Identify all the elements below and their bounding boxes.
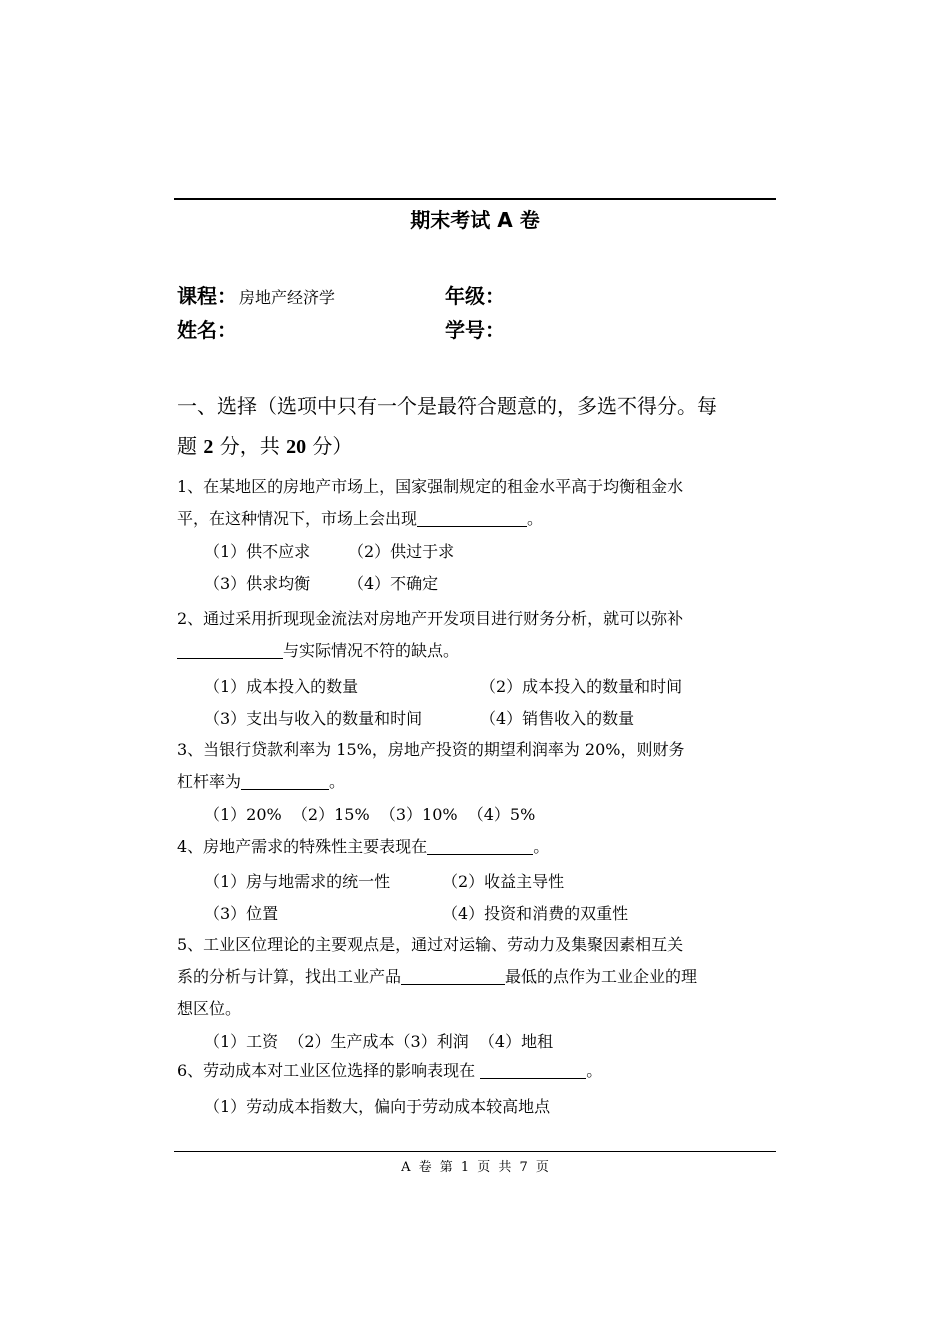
question-6 xyxy=(177,1055,777,1087)
option: （2）收益主导性 xyxy=(442,872,565,891)
answer-blank[interactable] xyxy=(417,510,527,527)
question-text-part: 。 xyxy=(527,509,544,528)
footer-rule xyxy=(174,1151,776,1152)
heading-text: 分，共 xyxy=(213,434,287,458)
answer-blank[interactable] xyxy=(241,773,329,790)
question-text xyxy=(177,961,777,993)
options-row: （1）工资 （2）生产成本（3）利润 （4）地租 xyxy=(204,1032,554,1051)
question-5 xyxy=(177,929,777,1025)
option: （3）位置 xyxy=(204,904,279,923)
option: （1）供不应求 xyxy=(204,542,311,561)
option: （4）不确定 xyxy=(348,574,439,593)
heading-text: 分） xyxy=(306,434,353,458)
question-text xyxy=(177,503,777,535)
course-label: 课程： xyxy=(177,284,237,308)
course-value: 房地产经济学 xyxy=(239,288,336,307)
option: （2）供过于求 xyxy=(348,542,455,561)
question-text-part: 平，在这种情况下，市场上会出现 xyxy=(177,509,418,528)
section-heading-line1: 一、选择（选项中只有一个是最符合题意的，多选不得分。每 xyxy=(177,394,717,418)
question-text xyxy=(177,766,777,798)
question-text-part: 。 xyxy=(329,772,346,791)
header-rule xyxy=(174,198,776,200)
question-2 xyxy=(177,603,777,667)
option: （4）投资和消费的双重性 xyxy=(442,904,629,923)
question-text xyxy=(177,635,777,667)
option: （1）成本投入的数量 xyxy=(204,677,359,696)
question-text: 1、在某地区的房地产市场上，国家强制规定的租金水平高于均衡租金水 xyxy=(177,477,684,496)
name-field xyxy=(177,314,237,343)
question-text-part: 6、劳动成本对工业区位选择的影响表现在 xyxy=(177,1061,481,1080)
answer-blank[interactable] xyxy=(401,968,505,985)
student-id-field xyxy=(445,314,505,343)
option: （3）供求均衡 xyxy=(204,574,311,593)
options-row: （1）20% （2）15% （3）10% （4）5% xyxy=(204,805,536,824)
grade-field xyxy=(445,280,505,309)
heading-text: 题 xyxy=(177,434,204,458)
answer-blank[interactable] xyxy=(427,838,533,855)
question-text xyxy=(177,831,777,863)
option: （1）房与地需求的统一性 xyxy=(204,872,391,891)
answer-blank[interactable] xyxy=(480,1062,586,1079)
question-3 xyxy=(177,734,777,798)
student-id-label: 学号： xyxy=(445,318,505,342)
question-1 xyxy=(177,471,777,535)
question-text-part: 杠杆率为 xyxy=(177,772,242,791)
question-text-part: 最低的点作为工业企业的理 xyxy=(505,967,698,986)
heading-points-each: 2 xyxy=(203,436,214,458)
question-text: 3、当银行贷款利率为 15%，房地产投资的期望利润率为 20%，则财务 xyxy=(177,740,685,759)
option: （4）销售收入的数量 xyxy=(480,709,635,728)
question-text xyxy=(177,1055,777,1087)
question-text: 2、通过采用折现现金流法对房地产开发项目进行财务分析，就可以弥补 xyxy=(177,609,684,628)
question-text-part: 系的分析与计算，找出工业产品 xyxy=(177,967,402,986)
section-heading xyxy=(177,386,777,467)
option: （3）支出与收入的数量和时间 xyxy=(204,709,423,728)
option: （2）成本投入的数量和时间 xyxy=(480,677,683,696)
grade-label: 年级： xyxy=(445,284,505,308)
question-text: 想区位。 xyxy=(177,999,242,1018)
question-text: 5、工业区位理论的主要观点是，通过对运输、劳动力及集聚因素相互关 xyxy=(177,935,684,954)
page-footer: A 卷 第 1 页 共 7 页 xyxy=(401,1160,549,1175)
name-label: 姓名： xyxy=(177,318,237,342)
section-heading-line2 xyxy=(177,426,777,467)
question-4 xyxy=(177,831,777,863)
answer-blank[interactable] xyxy=(177,642,283,659)
question-text-part: 。 xyxy=(533,837,550,856)
course-field xyxy=(177,280,335,309)
page-title: 期末考试 A 卷 xyxy=(410,208,540,232)
question-text-part: 4、房地产需求的特殊性主要表现在 xyxy=(177,837,428,856)
question-text-part: 与实际情况不符的缺点。 xyxy=(283,641,460,660)
question-text-part: 。 xyxy=(586,1061,603,1080)
option: （1）劳动成本指数大，偏向于劳动成本较高地点 xyxy=(204,1097,551,1116)
heading-points-total: 20 xyxy=(286,436,307,458)
